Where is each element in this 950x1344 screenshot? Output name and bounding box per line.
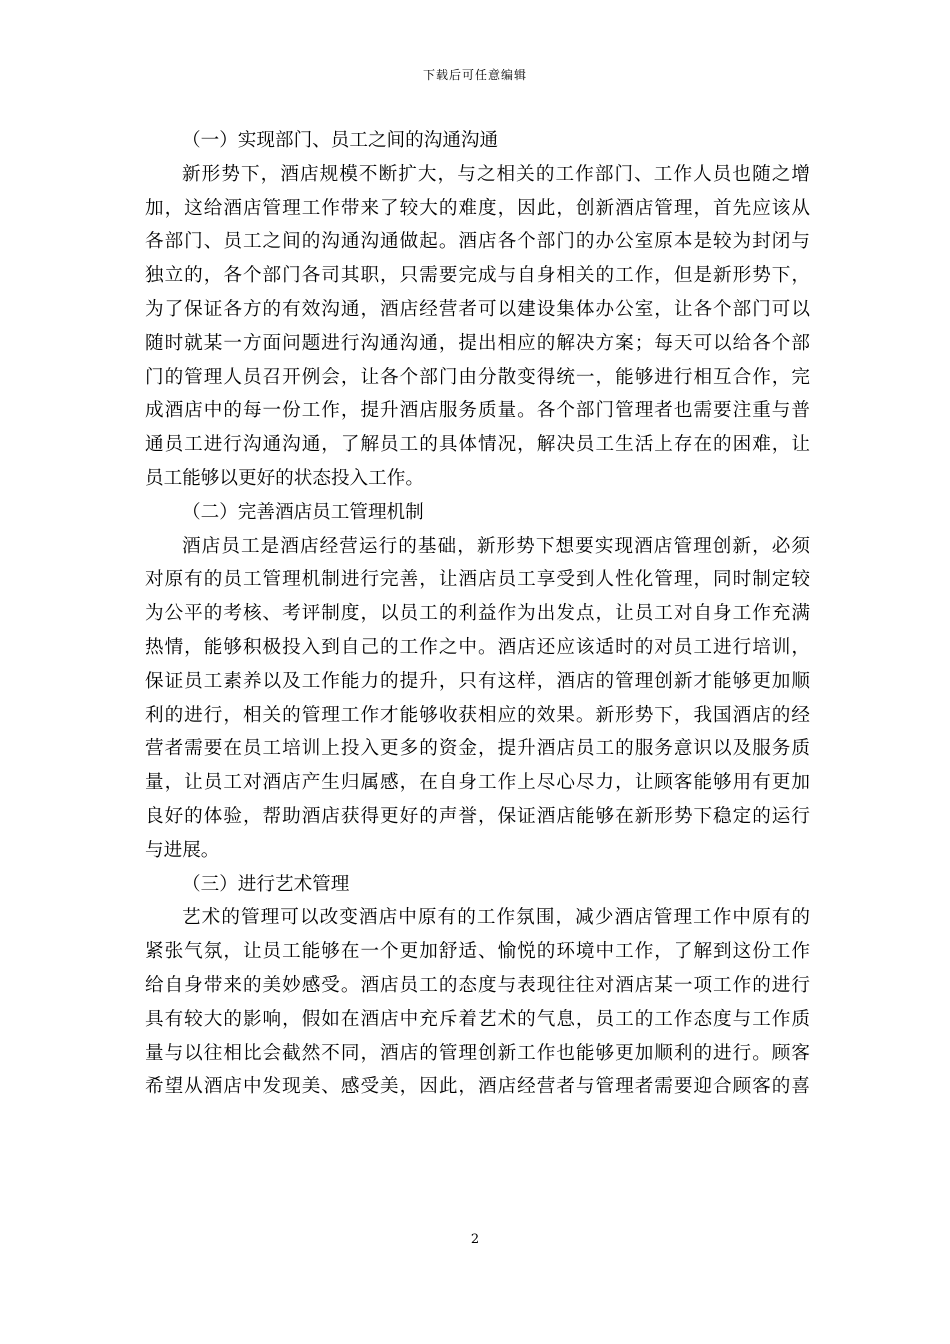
section-heading: （一）实现部门、员工之间的沟通沟通 [182, 130, 499, 151]
paragraph-line: 艺术的管理可以改变酒店中原有的工作氛围，减少酒店管理工作中原有的 [182, 907, 810, 929]
paragraph-line: 独立的，各个部门各司其职，只需要完成与自身相关的工作，但是新形势下， [145, 265, 810, 287]
paragraph-line-last: 员工能够以更好的状态投入工作。 [145, 467, 424, 489]
paragraph-line: 量，让员工对酒店产生归属感，在自身工作上尽心尽力，让顾客能够用有更加 [145, 772, 810, 794]
paragraph-line: 为了保证各方的有效沟通，酒店经营者可以建设集体办公室，让各个部门可以 [145, 298, 810, 320]
paragraph-line: 利的进行，相关的管理工作才能够收获相应的效果。新形势下，我国酒店的经 [145, 704, 810, 726]
paragraph-line: 良好的体验，帮助酒店获得更好的声誉，保证酒店能够在新形势下稳定的运行 [145, 805, 810, 827]
section-1 [145, 124, 810, 496]
section-heading: （三）进行艺术管理 [182, 873, 350, 895]
paragraph-line: 成酒店中的每一份工作，提升酒店服务质量。各个部门管理者也需要注重与普 [145, 400, 810, 422]
section-3 [145, 868, 810, 1105]
paragraph-line: 为公平的考核、考评制度，以员工的利益作为出发点，让员工对自身工作充满 [145, 603, 810, 625]
section-2 [145, 496, 810, 868]
paragraph-line: 门的管理人员召开例会，让各个部门由分散变得统一，能够进行相互合作，完 [145, 366, 810, 388]
paragraph-line: 随时就某一方面问题进行沟通沟通，提出相应的解决方案；每天可以给各个部 [145, 332, 810, 354]
paragraph-line-last: 与进展。 [145, 839, 220, 861]
paragraph-line: 加，这给酒店管理工作带来了较大的难度，因此，创新酒店管理，首先应该从 [145, 197, 810, 219]
paragraph-line: 热情，能够积极投入到自己的工作之中。酒店还应该适时的对员工进行培训， [145, 636, 810, 658]
paragraph-line: 酒店员工是酒店经营运行的基础，新形势下想要实现酒店管理创新，必须 [182, 535, 810, 557]
paragraph-line: 希望从酒店中发现美、感受美，因此，酒店经营者与管理者需要迎合顾客的喜 [145, 1076, 810, 1098]
paragraph-line: 各部门、员工之间的沟通沟通做起。酒店各个部门的办公室原本是较为封闭与 [145, 231, 810, 253]
paragraph-line: 量与以往相比会截然不同，酒店的管理创新工作也能够更加顺利的进行。顾客 [145, 1042, 810, 1064]
paragraph-line: 紧张气氛，让员工能够在一个更加舒适、愉悦的环境中工作，了解到这份工作 [145, 941, 810, 963]
paragraph-line: 新形势下，酒店规模不断扩大，与之相关的工作部门、工作人员也随之增 [182, 163, 810, 185]
paragraph-line: 具有较大的影响，假如在酒店中充斥着艺术的气息，员工的工作态度与工作质 [145, 1008, 810, 1030]
paragraph-line: 通员工进行沟通沟通，了解员工的具体情况，解决员工生活上存在的困难，让 [145, 434, 810, 456]
paragraph-line: 给自身带来的美妙感受。酒店员工的态度与表现往往对酒店某一项工作的进行 [145, 974, 810, 996]
document-body [145, 124, 810, 1104]
page-header-note: 下载后可任意编辑 [422, 68, 527, 82]
page-number: 2 [470, 1232, 480, 1247]
paragraph-line: 保证员工素养以及工作能力的提升，只有这样，酒店的管理创新才能够更加顺 [145, 670, 810, 692]
paragraph-line: 营者需要在员工培训上投入更多的资金，提升酒店员工的服务意识以及服务质 [145, 738, 810, 760]
section-heading: （二）完善酒店员工管理机制 [182, 501, 424, 523]
paragraph-line: 对原有的员工管理机制进行完善，让酒店员工享受到人性化管理，同时制定较 [145, 569, 810, 591]
